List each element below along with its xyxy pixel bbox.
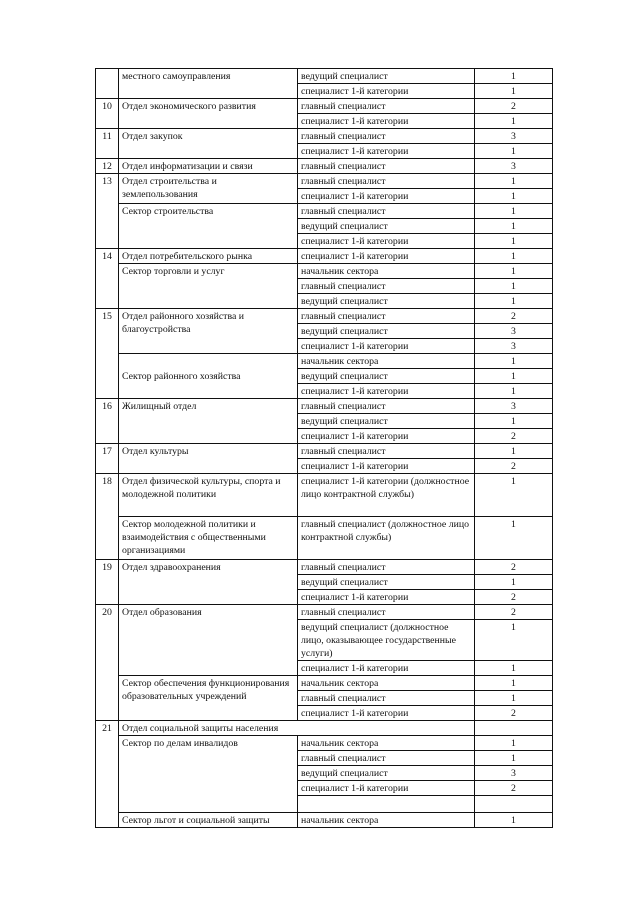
table-row	[96, 560, 553, 575]
table-row	[96, 676, 553, 691]
row-number: 18	[96, 474, 119, 560]
position-cell: ведущий специалист	[298, 369, 475, 384]
count-cell: 2	[475, 781, 553, 796]
position-cell: специалист 1-й категории	[298, 781, 475, 796]
count-cell: 1	[475, 575, 553, 590]
position-cell: главный специалист	[298, 129, 475, 144]
position-cell: ведущий специалист	[298, 324, 475, 339]
position-cell: специалист 1-й категории	[298, 459, 475, 474]
department-cell: Отдел потребительского рынка	[119, 249, 298, 264]
count-cell	[475, 796, 553, 813]
row-number: 17	[96, 444, 119, 474]
count-cell: 2	[475, 605, 553, 620]
count-cell: 3	[475, 159, 553, 174]
row-number: 19	[96, 560, 119, 605]
count-cell: 1	[475, 661, 553, 676]
position-cell	[298, 796, 475, 813]
row-number: 11	[96, 129, 119, 159]
department-cell: Отдел строительства и землепользования	[119, 174, 298, 204]
position-cell: начальник сектора	[298, 676, 475, 691]
table-row	[96, 517, 553, 560]
count-cell: 2	[475, 99, 553, 114]
position-cell: главный специалист	[298, 99, 475, 114]
position-cell: специалист 1-й категории	[298, 249, 475, 264]
table-row	[96, 159, 553, 174]
count-cell: 1	[475, 751, 553, 766]
count-cell: 1	[475, 144, 553, 159]
table-row	[96, 813, 553, 828]
position-cell: специалист 1-й категории	[298, 429, 475, 444]
department-cell: местного самоуправления	[119, 69, 298, 99]
table-row	[96, 129, 553, 144]
position-cell: главный специалист	[298, 159, 475, 174]
row-number: 14	[96, 249, 119, 309]
count-cell: 2	[475, 459, 553, 474]
position-cell: главный специалист	[298, 605, 475, 620]
table-row	[96, 605, 553, 620]
department-cell: Отдел социальной защиты населения	[119, 721, 475, 736]
count-cell: 1	[475, 384, 553, 399]
department-cell: Отдел образования	[119, 605, 298, 676]
position-cell: ведущий специалист	[298, 766, 475, 781]
position-cell: начальник сектора	[298, 354, 475, 369]
position-cell: начальник сектора	[298, 813, 475, 828]
department-cell: Сектор обеспечения функционирования образовательных учреждений	[119, 676, 298, 721]
position-cell: специалист 1-й категории	[298, 706, 475, 721]
row-number	[96, 69, 119, 99]
department-cell: Сектор строительства	[119, 204, 298, 249]
count-cell: 1	[475, 114, 553, 129]
table-row	[96, 399, 553, 414]
count-cell: 2	[475, 706, 553, 721]
count-cell: 3	[475, 399, 553, 414]
count-cell: 1	[475, 474, 553, 517]
position-cell: специалист 1-й категории	[298, 590, 475, 605]
position-cell: специалист 1-й категории	[298, 189, 475, 204]
count-cell: 1	[475, 174, 553, 189]
count-cell: 1	[475, 691, 553, 706]
department-cell: Сектор торговли и услуг	[119, 264, 298, 309]
position-cell: главный специалист	[298, 560, 475, 575]
table-row	[96, 204, 553, 219]
position-cell: главный специалист (должностное лицо контрактной службы)	[298, 517, 475, 560]
department-cell: Сектор по делам инвалидов	[119, 736, 298, 813]
count-cell: 2	[475, 309, 553, 324]
department-cell: Сектор молодежной политики и взаимодействия с общественными организациями	[119, 517, 298, 560]
staff-table	[95, 68, 553, 828]
count-cell: 1	[475, 249, 553, 264]
position-cell: ведущий специалист	[298, 414, 475, 429]
count-cell: 2	[475, 590, 553, 605]
table-row	[96, 309, 553, 324]
count-cell: 3	[475, 324, 553, 339]
table-row	[96, 69, 553, 84]
position-cell: главный специалист	[298, 204, 475, 219]
position-cell: специалист 1-й категории (должностное лицо контрактной службы)	[298, 474, 475, 517]
position-cell: главный специалист	[298, 444, 475, 459]
table-row	[96, 264, 553, 279]
department-cell: Отдел районного хозяйства и благоустройства	[119, 309, 298, 354]
position-cell: ведущий специалист (должностное лицо, оказывающее государственные услуги)	[298, 620, 475, 661]
table-row	[96, 721, 553, 736]
count-cell: 1	[475, 264, 553, 279]
position-cell: специалист 1-й категории	[298, 84, 475, 99]
row-number: 10	[96, 99, 119, 129]
position-cell: ведущий специалист	[298, 219, 475, 234]
count-cell: 1	[475, 189, 553, 204]
position-cell: главный специалист	[298, 174, 475, 189]
position-cell: специалист 1-й категории	[298, 339, 475, 354]
position-cell: ведущий специалист	[298, 575, 475, 590]
department-cell: Отдел экономического развития	[119, 99, 298, 129]
position-cell: главный специалист	[298, 399, 475, 414]
position-cell: специалист 1-й категории	[298, 661, 475, 676]
table-row	[96, 249, 553, 264]
position-cell: главный специалист	[298, 279, 475, 294]
row-number: 16	[96, 399, 119, 444]
count-cell: 1	[475, 354, 553, 369]
row-number: 12	[96, 159, 119, 174]
count-cell: 3	[475, 339, 553, 354]
department-cell: Сектор льгот и социальной защиты	[119, 813, 298, 828]
department-cell: Отдел здравоохранения	[119, 560, 298, 605]
department-cell: Отдел физической культуры, спорта и молодежной политики	[119, 474, 298, 517]
count-cell: 3	[475, 129, 553, 144]
count-cell: 1	[475, 294, 553, 309]
position-cell: начальник сектора	[298, 264, 475, 279]
table-row	[96, 474, 553, 517]
count-cell: 1	[475, 219, 553, 234]
table-row	[96, 174, 553, 189]
table-row	[96, 99, 553, 114]
table-row	[96, 354, 553, 369]
department-cell: Отдел информатизации и связи	[119, 159, 298, 174]
count-cell	[475, 721, 553, 736]
count-cell: 1	[475, 84, 553, 99]
position-cell: главный специалист	[298, 309, 475, 324]
row-number: 21	[96, 721, 119, 828]
department-cell: Жилищный отдел	[119, 399, 298, 444]
table-row	[96, 444, 553, 459]
count-cell: 1	[475, 369, 553, 384]
count-cell: 2	[475, 560, 553, 575]
count-cell: 1	[475, 517, 553, 560]
count-cell: 1	[475, 204, 553, 219]
count-cell: 1	[475, 69, 553, 84]
position-cell: начальник сектора	[298, 736, 475, 751]
count-cell: 3	[475, 766, 553, 781]
count-cell: 1	[475, 234, 553, 249]
count-cell: 1	[475, 279, 553, 294]
position-cell: специалист 1-й категории	[298, 384, 475, 399]
position-cell: главный специалист	[298, 751, 475, 766]
position-cell: специалист 1-й категории	[298, 234, 475, 249]
position-cell: ведущий специалист	[298, 69, 475, 84]
position-cell: специалист 1-й категории	[298, 144, 475, 159]
department-cell: Сектор районного хозяйства	[119, 354, 298, 399]
count-cell: 1	[475, 813, 553, 828]
position-cell: специалист 1-й категории	[298, 114, 475, 129]
department-cell: Отдел закупок	[119, 129, 298, 159]
position-cell: ведущий специалист	[298, 294, 475, 309]
department-cell: Отдел культуры	[119, 444, 298, 474]
count-cell: 1	[475, 444, 553, 459]
count-cell: 1	[475, 620, 553, 661]
row-number: 13	[96, 174, 119, 249]
count-cell: 1	[475, 676, 553, 691]
count-cell: 1	[475, 414, 553, 429]
table-row	[96, 736, 553, 751]
row-number: 15	[96, 309, 119, 399]
position-cell: главный специалист	[298, 691, 475, 706]
row-number: 20	[96, 605, 119, 721]
count-cell: 1	[475, 736, 553, 751]
count-cell: 2	[475, 429, 553, 444]
